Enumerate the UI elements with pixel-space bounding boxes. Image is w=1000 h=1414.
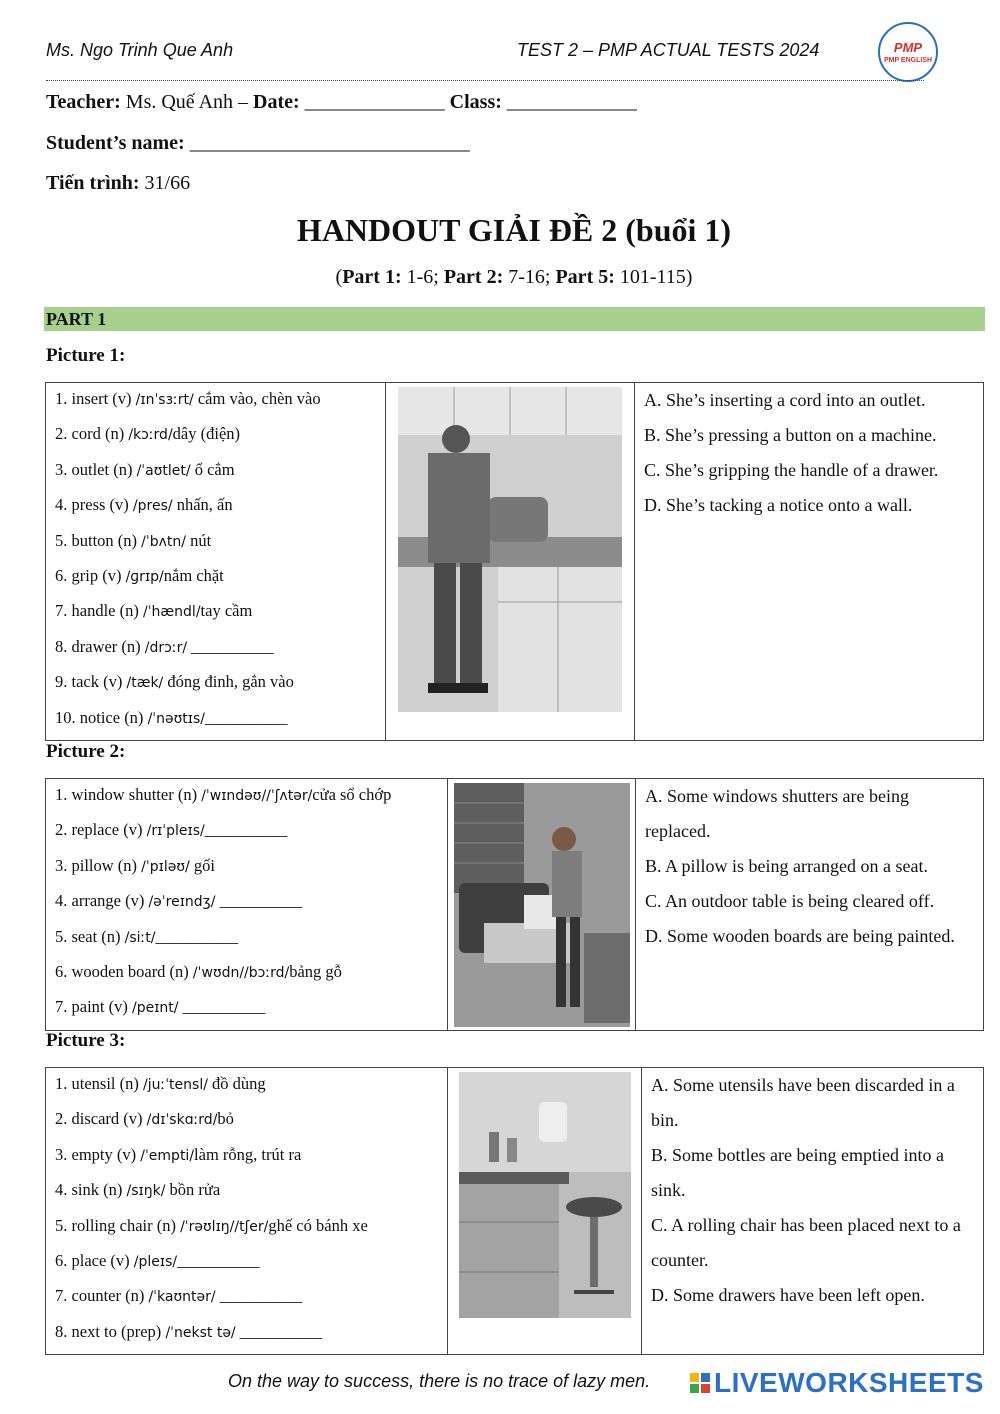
vocab-word: 5. button (n) xyxy=(55,530,142,550)
vocab-word: 1. window shutter (n) xyxy=(55,785,202,804)
answer-option-d[interactable]: D. Some wooden boards are being painted. xyxy=(645,926,955,946)
vocab-meaning: cắm vào, chèn vào xyxy=(193,389,321,408)
vocab-item xyxy=(55,924,447,959)
vocab-meaning: ghế có bánh xe xyxy=(268,1215,368,1235)
picture-3-photo xyxy=(459,1072,631,1318)
vocab-item xyxy=(55,528,385,563)
vocab-item xyxy=(55,1177,447,1212)
vocab-ipa: /ˈempti/ xyxy=(140,1147,195,1164)
vocab-word: 9. tack (v) xyxy=(55,672,127,692)
vocab-ipa: /ˈaʊtlet/ xyxy=(136,462,191,479)
liveworksheets-blocks-icon xyxy=(690,1373,710,1393)
vocab-ipa: /ˈnekst tə/ xyxy=(165,1324,236,1341)
part5-label: Part 5: xyxy=(555,266,615,288)
vocab-meaning[interactable]: __________ xyxy=(155,926,238,946)
vocab-item xyxy=(55,888,447,923)
vocab-ipa: /ˈnəʊtɪs/ xyxy=(147,710,205,727)
class-label: Class: xyxy=(449,91,502,113)
vocab-meaning[interactable]: __________ xyxy=(235,1321,323,1341)
vocab-word: 6. place (v) xyxy=(55,1250,134,1270)
teacher-value: Ms. Quế Anh – xyxy=(120,91,254,113)
picture-3-options xyxy=(642,1068,984,1355)
vocab-meaning: làm rỗng, trút ra xyxy=(194,1144,302,1164)
picture-3-photo-cell xyxy=(448,1068,642,1355)
picture-2-label: Picture 2: xyxy=(46,741,126,762)
vocab-ipa: /ɪnˈsɜːrt/ xyxy=(135,392,194,408)
answer-option-d[interactable]: D. Some drawers have been left open. xyxy=(651,1285,925,1305)
test-title: TEST 2 – PMP ACTUAL TESTS 2024 xyxy=(517,40,820,60)
picture-2-table xyxy=(45,778,984,1031)
vocab-item xyxy=(55,1071,447,1106)
vocab-word: 6. grip (v) xyxy=(55,565,126,585)
date-label: Date: xyxy=(253,91,300,113)
progress-line xyxy=(46,172,190,195)
vocab-meaning: cửa sổ chớp xyxy=(312,785,392,804)
vocab-item xyxy=(55,421,385,456)
vocab-meaning[interactable]: __________ xyxy=(178,997,266,1017)
vocab-meaning[interactable]: __________ xyxy=(177,1250,260,1270)
vocab-word: 1. insert (v) xyxy=(55,389,136,408)
vocab-meaning: ổ cắm xyxy=(190,459,235,479)
logo-text: PMP ENGLISH xyxy=(883,57,933,64)
vocab-meaning[interactable]: __________ xyxy=(204,707,288,727)
part1-range: 1-6; xyxy=(401,266,444,288)
vocab-ipa: /rɪˈpleɪs/ xyxy=(146,823,205,840)
answer-option-b[interactable]: B. Some bottles are being emptied into a sink. xyxy=(651,1145,944,1200)
vocab-item xyxy=(55,386,385,421)
vocab-meaning: nhấn, ấn xyxy=(172,495,233,515)
progress-label: Tiến trình: xyxy=(46,172,140,194)
picture-2-photo xyxy=(454,783,630,1027)
vocab-ipa: /drɔːr/ xyxy=(144,639,188,656)
vocab-word: 4. arrange (v) xyxy=(55,891,149,911)
vocab-item xyxy=(55,457,385,492)
vocab-ipa: /pres/ xyxy=(132,498,173,515)
vocab-ipa: /tæk/ xyxy=(126,675,164,692)
picture-2-vocab xyxy=(46,779,448,1031)
vocab-meaning[interactable]: __________ xyxy=(215,891,303,911)
vocab-word: 6. wooden board (n) xyxy=(55,961,193,981)
vocab-meaning: bỏ xyxy=(217,1109,234,1129)
vocab-ipa: /əˈreɪndʒ/ xyxy=(148,894,216,911)
picture-1-photo-cell xyxy=(386,383,635,741)
vocab-item xyxy=(55,598,385,633)
vocab-meaning[interactable]: __________ xyxy=(187,636,274,656)
vocab-word: 3. empty (v) xyxy=(55,1144,141,1164)
vocab-word: 7. paint (v) xyxy=(55,997,132,1017)
vocab-item xyxy=(55,563,385,598)
answer-option-a[interactable]: A. Some windows shutters are being replaced. xyxy=(645,786,909,841)
vocab-ipa: /juːˈtensl/ xyxy=(143,1077,208,1093)
part-1-header: PART 1 xyxy=(44,307,985,331)
vocab-word: 2. cord (n) xyxy=(55,424,129,444)
picture-1-photo xyxy=(398,387,622,712)
part1-label: Part 1: xyxy=(342,266,402,288)
vocab-meaning: nút xyxy=(186,530,212,550)
vocab-item xyxy=(55,669,385,704)
answer-option-d[interactable]: D. She’s tacking a notice onto a wall. xyxy=(644,495,913,515)
pmp-english-logo xyxy=(878,22,938,82)
vocab-meaning: bảng gỗ xyxy=(289,961,342,981)
vocab-word: 10. notice (n) xyxy=(55,707,148,727)
vocab-meaning: tay cầm xyxy=(200,601,253,621)
author-name: Ms. Ngo Trinh Que Anh xyxy=(46,40,234,60)
vocab-ipa: /ˈwɪndəʊ//ˈʃʌtər/ xyxy=(201,788,313,804)
class-blank[interactable]: _____________ xyxy=(501,91,637,113)
vocab-item xyxy=(55,853,447,888)
vocab-item xyxy=(55,492,385,527)
vocab-item xyxy=(55,634,385,669)
vocab-meaning: đồ dùng xyxy=(207,1074,266,1093)
part5-range: 101-115) xyxy=(614,266,693,288)
vocab-ipa: /ˈhændl/ xyxy=(142,604,201,621)
vocab-word: 7. counter (n) xyxy=(55,1286,149,1306)
vocab-word: 4. press (v) xyxy=(55,495,133,515)
vocab-meaning: gối xyxy=(189,855,215,875)
answer-option-a[interactable]: A. She’s inserting a cord into an outlet. xyxy=(644,390,926,410)
progress-value: 31/66 xyxy=(139,172,191,194)
student-line xyxy=(46,132,470,155)
vocab-word: 7. handle (n) xyxy=(55,601,143,621)
vocab-item xyxy=(55,1248,447,1283)
part2-range: 7-16; xyxy=(503,266,556,288)
picture-1-label: Picture 1: xyxy=(46,345,126,366)
liveworksheets-brand: LIVEWORKSHEETS xyxy=(714,1367,984,1398)
vocab-item xyxy=(55,782,447,817)
vocab-meaning[interactable]: __________ xyxy=(215,1286,303,1306)
teacher-label: Teacher: xyxy=(46,91,121,113)
vocab-item xyxy=(55,1283,447,1318)
vocab-meaning: nắm chặt xyxy=(163,565,224,585)
picture-1-vocab xyxy=(46,383,386,741)
footer-quote: On the way to success, there is no trace of lazy men. xyxy=(228,1371,651,1391)
vocab-word: 5. seat (n) xyxy=(55,926,125,946)
picture-3-label: Picture 3: xyxy=(46,1030,126,1051)
vocab-ipa: /kɔːrd/ xyxy=(128,427,173,444)
vocab-word: 2. replace (v) xyxy=(55,820,147,840)
part2-label: Part 2: xyxy=(443,266,504,288)
vocab-word: 5. rolling chair (n) xyxy=(55,1215,181,1235)
vocab-meaning: bồn rửa xyxy=(165,1180,221,1200)
picture-1-table xyxy=(45,382,984,741)
picture-2-photo-cell xyxy=(448,779,636,1031)
vocab-ipa: /ˈpɪləʊ/ xyxy=(141,858,190,875)
vocab-meaning: dây (điện) xyxy=(172,424,241,444)
vocab-word: 8. next to (prep) xyxy=(55,1321,166,1341)
student-label: Student’s name: xyxy=(46,132,185,154)
vocab-ipa: /ˈbʌtn/ xyxy=(141,533,186,550)
vocab-item xyxy=(55,1319,447,1354)
vocab-word: 3. outlet (n) xyxy=(55,459,137,479)
vocab-ipa: /peɪnt/ xyxy=(131,1000,179,1017)
teacher-line xyxy=(46,91,637,114)
vocab-item xyxy=(55,959,447,994)
answer-option-c[interactable]: C. She’s gripping the handle of a drawer. xyxy=(644,460,939,480)
vocab-ipa: /pleɪs/ xyxy=(133,1253,178,1270)
vocab-item xyxy=(55,1213,447,1248)
picture-2-options xyxy=(636,779,984,1031)
answer-option-c[interactable]: C. An outdoor table is being cleared off. xyxy=(645,891,935,911)
date-blank[interactable]: ______________ xyxy=(299,91,450,113)
vocab-ipa: /ˈwʊdn//bɔːrd/ xyxy=(192,964,290,981)
vocab-word: 3. pillow (n) xyxy=(55,855,142,875)
vocab-ipa: /ˈkaʊntər/ xyxy=(148,1289,216,1306)
vocab-item xyxy=(55,994,447,1029)
vocab-meaning: đóng đinh, gắn vào xyxy=(163,672,294,692)
picture-3-vocab xyxy=(46,1068,448,1355)
vocab-item xyxy=(55,1142,447,1177)
page-subtitle xyxy=(0,266,1000,289)
vocab-ipa: /ˈrəʊlɪŋ//tʃer/ xyxy=(180,1218,269,1235)
picture-3-table xyxy=(45,1067,984,1355)
vocab-word: 4. sink (n) xyxy=(55,1180,127,1200)
vocab-meaning[interactable]: __________ xyxy=(204,820,288,840)
liveworksheets-logo xyxy=(690,1367,984,1399)
vocab-item xyxy=(55,817,447,852)
vocab-ipa: /ɡrɪp/ xyxy=(125,568,164,585)
vocab-item xyxy=(55,1106,447,1141)
student-blank[interactable]: ____________________________ xyxy=(184,132,470,154)
page-title: HANDOUT GIẢI ĐỀ 2 (buổi 1) xyxy=(296,212,732,248)
answer-option-c[interactable]: C. A rolling chair has been placed next to a counter. xyxy=(651,1215,961,1270)
vocab-ipa: /siːt/ xyxy=(124,929,156,946)
vocab-item xyxy=(55,705,385,740)
vocab-word: 2. discard (v) xyxy=(55,1109,147,1129)
answer-option-a[interactable]: A. Some utensils have been discarded in a bin. xyxy=(651,1075,955,1130)
vocab-word: 8. drawer (n) xyxy=(55,636,145,656)
answer-option-b[interactable]: B. A pillow is being arranged on a seat. xyxy=(645,856,928,876)
header-divider xyxy=(46,80,924,81)
picture-1-options xyxy=(635,383,984,741)
logo-mark: PMP xyxy=(893,40,923,55)
vocab-word: 1. utensil (n) xyxy=(55,1074,143,1093)
answer-option-b[interactable]: B. She’s pressing a button on a machine. xyxy=(644,425,937,445)
vocab-ipa: /dɪˈskɑːrd/ xyxy=(146,1112,218,1129)
vocab-ipa: /sɪŋk/ xyxy=(126,1183,166,1200)
subtitle-open: ( xyxy=(335,266,343,288)
